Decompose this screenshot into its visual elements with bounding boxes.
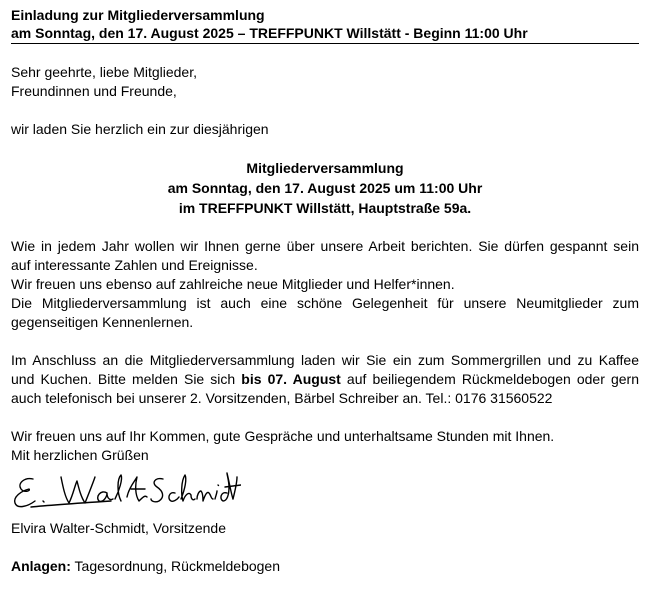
closing-line-1: Wir freuen uns auf Ihr Kommen, gute Gespräche und unterhaltsame Stunden mit Ihnen. bbox=[11, 428, 555, 444]
paragraph-program-line-1: Wie in jedem Jahr wollen wir Ihnen gerne über unsere Arbeit berichten. Sie dürfen gespannt sein bbox=[11, 238, 639, 254]
rsvp-deadline: bis 07. August bbox=[241, 371, 341, 387]
paragraph-program-line-5: gegenseitigen Kennenlernen. bbox=[11, 314, 194, 330]
paragraph-bbq-line-3: auch telefonisch bei unserer 2. Vorsitzenden, Bärbel Schreiber an. Tel.: 0176 31560522 bbox=[11, 390, 553, 406]
header-subtitle: am Sonntag, den 17. August 2025 – TREFFPUNKT Willstätt - Beginn 11:00 Uhr bbox=[11, 25, 528, 41]
paragraph-bbq-line-1: Im Anschluss an die Mitgliederversammlung laden wir Sie ein zum Sommergrillen und zu Kaffee bbox=[11, 352, 639, 368]
attachments bbox=[11, 557, 639, 576]
paragraph-bbq bbox=[11, 351, 639, 408]
rsvp-text-post: auf beiliegendem Rückmeldebogen oder gern bbox=[340, 371, 639, 387]
attachments-label: Anlagen: bbox=[11, 558, 71, 574]
attachments-items: Tagesordnung, Rückmeldebogen bbox=[70, 558, 281, 574]
paragraph-bbq-line-2 bbox=[11, 370, 639, 389]
paragraph-program bbox=[11, 237, 639, 332]
header-title: Einladung zur Mitgliederversammlung bbox=[11, 7, 265, 23]
salutation-line-2: Freundinnen und Freunde, bbox=[11, 83, 177, 99]
salutation-line-1: Sehr geehrte, liebe Mitglieder, bbox=[11, 64, 197, 80]
rsvp-text-pre: und Kuchen. Bitte melden Sie sich bbox=[11, 371, 242, 387]
letter-header bbox=[11, 6, 639, 44]
signer-name: Elvira Walter-Schmidt, Vorsitzende bbox=[11, 520, 226, 536]
salutation bbox=[11, 63, 639, 101]
handwritten-signature bbox=[11, 467, 241, 513]
event-date: am Sonntag, den 17. August 2025 um 11:00 Uhr bbox=[167, 180, 483, 196]
event-title: Mitgliederversammlung bbox=[246, 160, 404, 176]
invite-intro: wir laden Sie herzlich ein zur diesjährigen bbox=[11, 121, 269, 137]
paragraph-program-line-2: auf interessante Zahlen und Ereignisse. bbox=[11, 257, 258, 273]
closing-greeting: Mit herzlichen Grüßen bbox=[11, 447, 149, 463]
closing bbox=[11, 427, 639, 465]
letter-page bbox=[11, 6, 639, 576]
paragraph-program-line-4: Die Mitgliederversammlung ist auch eine schöne Gelegenheit für unsere Neumitglieder zum bbox=[11, 295, 639, 311]
paragraph-program-line-3: Wir freuen uns ebenso auf zahlreiche neue Mitglieder und Helfer*innen. bbox=[11, 276, 455, 292]
event-block bbox=[11, 158, 639, 218]
signature-graphic bbox=[11, 467, 241, 513]
event-location: im TREFFPUNKT Willstätt, Hauptstraße 59a. bbox=[178, 200, 472, 216]
